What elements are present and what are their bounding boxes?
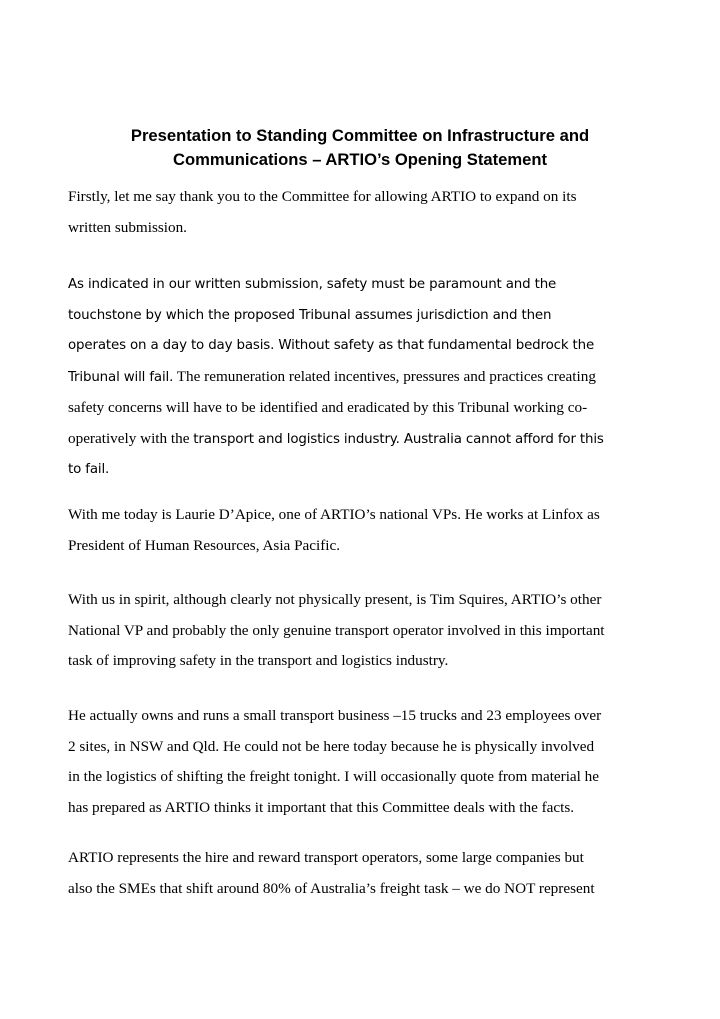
paragraph-line: to fail. (68, 462, 110, 477)
paragraph-business (68, 701, 668, 823)
text-run: Tribunal will fail. (68, 369, 174, 385)
paragraph-thanks (68, 182, 668, 243)
paragraph-line: With us in spirit, although clearly not physically present, is Tim Squires, ARTIO’s other (68, 591, 602, 608)
paragraph-safety (68, 270, 668, 486)
paragraph-line: also the SMEs that shift around 80% of Australia’s freight task – we do NOT represent (68, 879, 595, 897)
paragraph-line: With me today is Laurie D’Apice, one of ARTIO’s national VPs. He works at Linfox as (68, 506, 600, 523)
paragraph-line: touchstone by which the proposed Tribunal assumes jurisdiction and then (68, 307, 552, 323)
paragraph-line: Firstly, let me say thank you to the Committee for allowing ARTIO to expand on its (68, 188, 577, 205)
paragraph-line: ARTIO represents the hire and reward transport operators, some large companies but (68, 849, 584, 866)
paragraph-tim (68, 585, 668, 677)
paragraph-line: safety concerns will have to be identified and eradicated by this Tribunal working co- (68, 399, 588, 416)
text-run: operatively with the (68, 429, 194, 447)
title-line: Presentation to Standing Committee on Infrastructure and (130, 126, 590, 145)
paragraph-line: in the logistics of shifting the freight tonight. I will occasionally quote from material he (68, 768, 600, 785)
paragraph-laurie (68, 500, 668, 561)
text-run: transport and logistics industry. Australia cannot afford for this (193, 431, 604, 447)
paragraph-line: has prepared as ARTIO thinks it important that this Committee deals with the facts. (68, 798, 575, 816)
paragraph-artio (68, 843, 668, 904)
paragraph-line: 2 sites, in NSW and Qld. He could not be here today because he is physically involved (68, 737, 595, 755)
paragraph-line: As indicated in our written submission, safety must be paramount and the (68, 277, 557, 292)
paragraph-line: He actually owns and runs a small transport business –15 trucks and 23 employees over (68, 707, 602, 724)
text-run: The remuneration related incentives, pressures and practices creating (173, 367, 596, 385)
paragraph-line: National VP and probably the only genuine transport operator involved in this important (68, 621, 605, 639)
paragraph-line: written submission. (68, 218, 187, 236)
document-title (60, 124, 660, 172)
paragraph-line (68, 362, 668, 394)
title-line: Communications – ARTIO’s Opening Statement (172, 150, 547, 169)
paragraph-line: President of Human Resources, Asia Pacific. (68, 536, 341, 554)
paragraph-line: task of improving safety in the transport and logistics industry. (68, 652, 449, 669)
paragraph-line (68, 424, 668, 456)
paragraph-line: operates on a day to day basis. Without safety as that fundamental bedrock the (68, 338, 595, 353)
